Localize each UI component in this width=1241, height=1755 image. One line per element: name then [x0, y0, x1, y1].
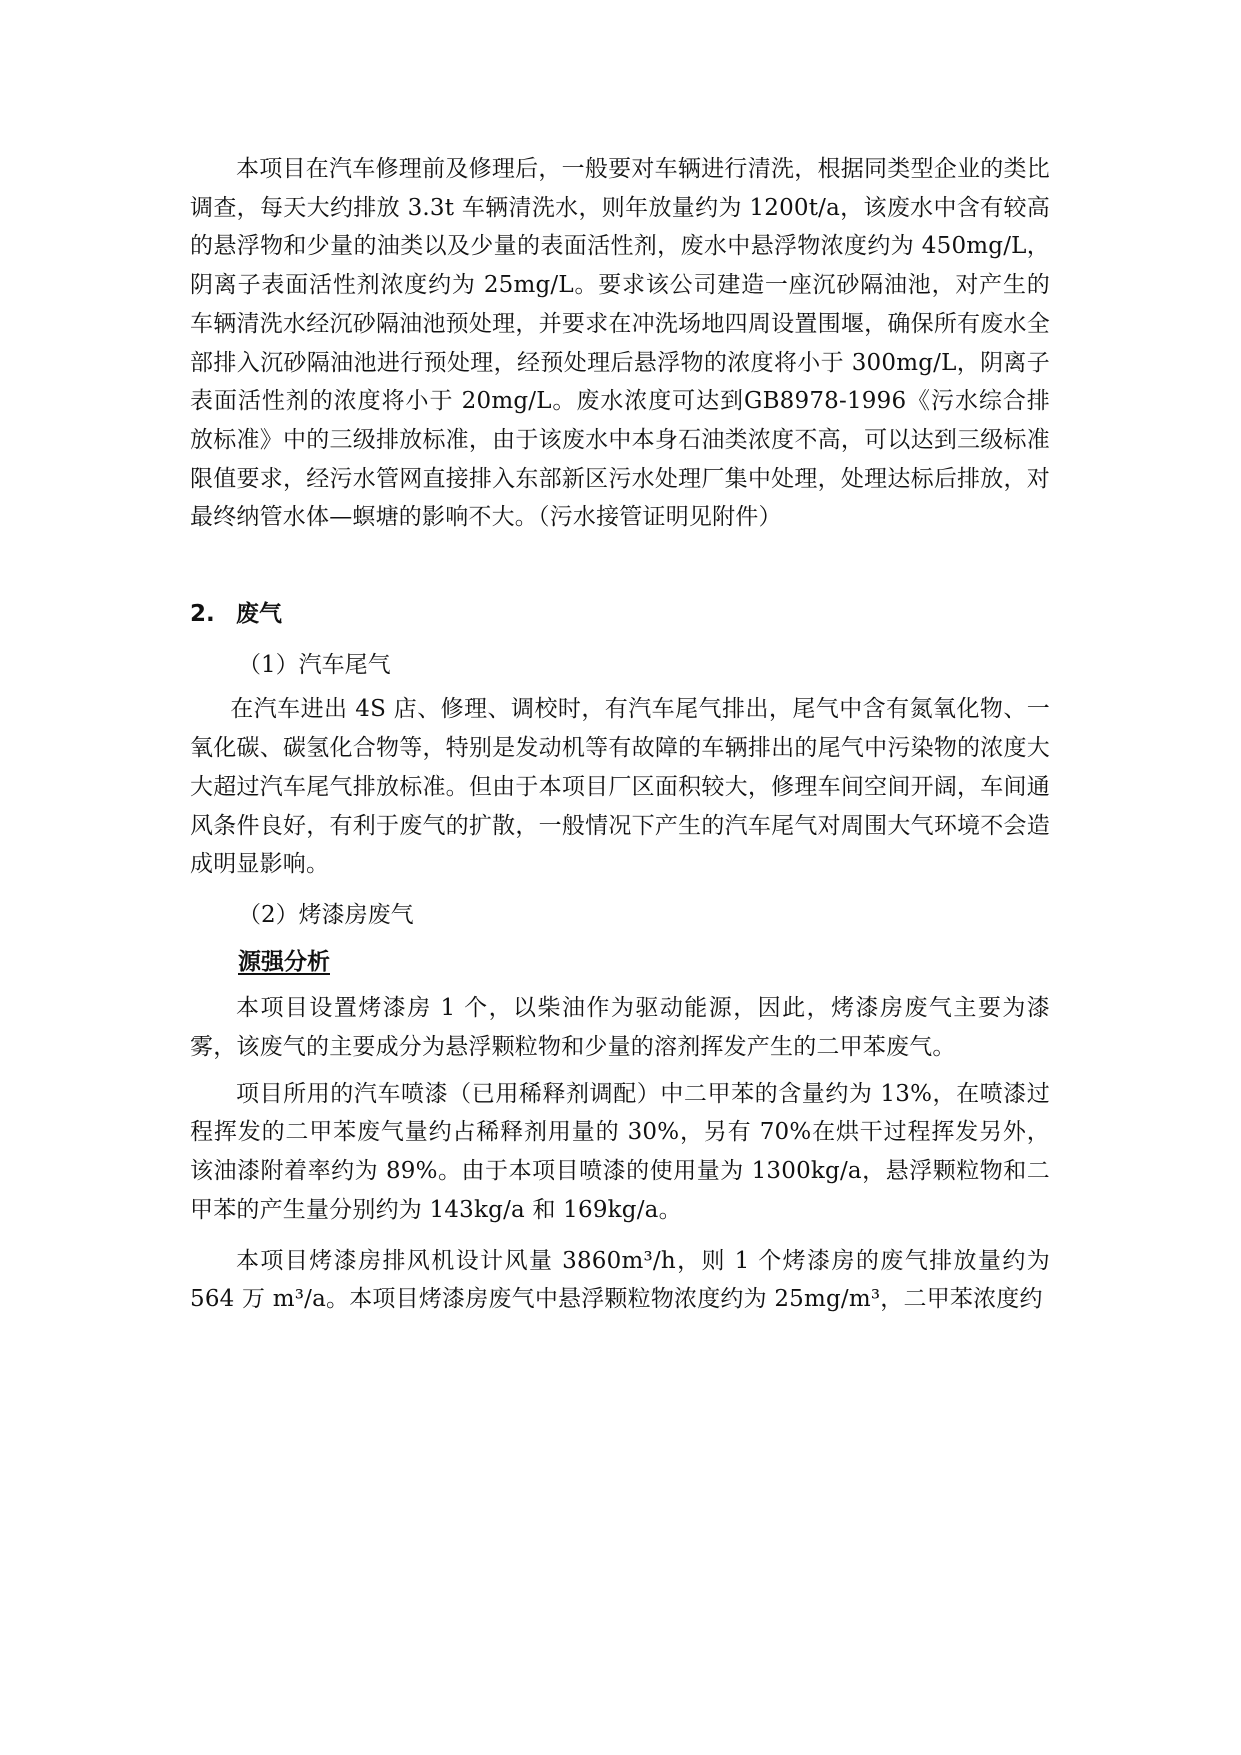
paint-booth-paragraph-1: 本项目设置烤漆房 1 个，以柴油作为驱动能源，因此，烤漆房废气主要为漆雾，该废气的主要成分为悬浮颗粒物和少量的溶剂挥发产生的二甲苯废气。: [190, 995, 1050, 1061]
exhaust-subtitle: （1）汽车尾气: [238, 651, 391, 678]
document-page: [190, 150, 1050, 1319]
section-title: 废气: [236, 601, 282, 628]
section-heading: [190, 595, 1050, 634]
source-analysis-heading: [190, 943, 1050, 982]
section-number: 2.: [190, 601, 215, 628]
paint-booth-paragraph-2: 项目所用的汽车喷漆（已用稀释剂调配）中二甲苯的含量约为 13%，在喷漆过程挥发的二甲苯废气量约占稀释剂用量的 30%，另有 70%在烘干过程挥发另外，该油漆附着率约为 89%。由于本项目喷漆的使用量为 1300kg/a，悬浮颗粒物和二甲苯的产生量分别约为 143kg/a 和 169kg/a。: [190, 1080, 1050, 1223]
paint-booth-paragraph-3: 本项目烤漆房排风机设计风量 3860m³/h，则 1 个烤漆房的废气排放量约为 564 万 m³/a。本项目烤漆房废气中悬浮颗粒物浓度约为 25mg/m³，二甲苯浓度约: [190, 1247, 1050, 1313]
wastewater-paragraph: 本项目在汽车修理前及修理后，一般要对车辆进行清洗，根据同类型企业的类比调查，每天大约排放 3.3t 车辆清洗水，则年放量约为 1200t/a，该废水中含有较高的悬浮物和少量的油类以及少量的表面活性剂，废水中悬浮物浓度约为 450mg/L，阴离子表面活性剂浓度约为 25mg/L。要求该公司建造一座沉砂隔油池，对产生的车辆清洗水经沉砂隔油池预处理，并要求在冲洗场地四周设置围堰，确保所有废水全部排入沉砂隔油池进行预处理，经预处理后悬浮物的浓度将小于 300mg/L，阴离子表面活性剂的浓度将小于 20mg/L。废水浓度可达到GB8978-1996《污水综合排放标准》中的三级排放标准，由于该废水中本身石油类浓度不高，可以达到三级标准限值要求，经污水管网直接排入东部新区污水处理厂集中处理，处理达标后排放，对最终纳管水体—螟塘的影响不大。（污水接管证明见附件）: [190, 156, 1050, 531]
source-analysis-label: 源强分析: [238, 948, 330, 975]
exhaust-paragraph: 在汽车进出 4S 店、修理、调校时，有汽车尾气排出，尾气中含有氮氧化物、一氧化碳、碳氢化合物等，特别是发动机等有故障的车辆排出的尾气中污染物的浓度大大超过汽车尾气排放标准。但由于本项目厂区面积较大，修理车间空间开阔，车间通风条件良好，有利于废气的扩散，一般情况下产生的汽车尾气对周围大气环境不会造成明显影响。: [190, 696, 1050, 878]
paint-booth-subtitle: （2）烤漆房废气: [238, 901, 414, 928]
